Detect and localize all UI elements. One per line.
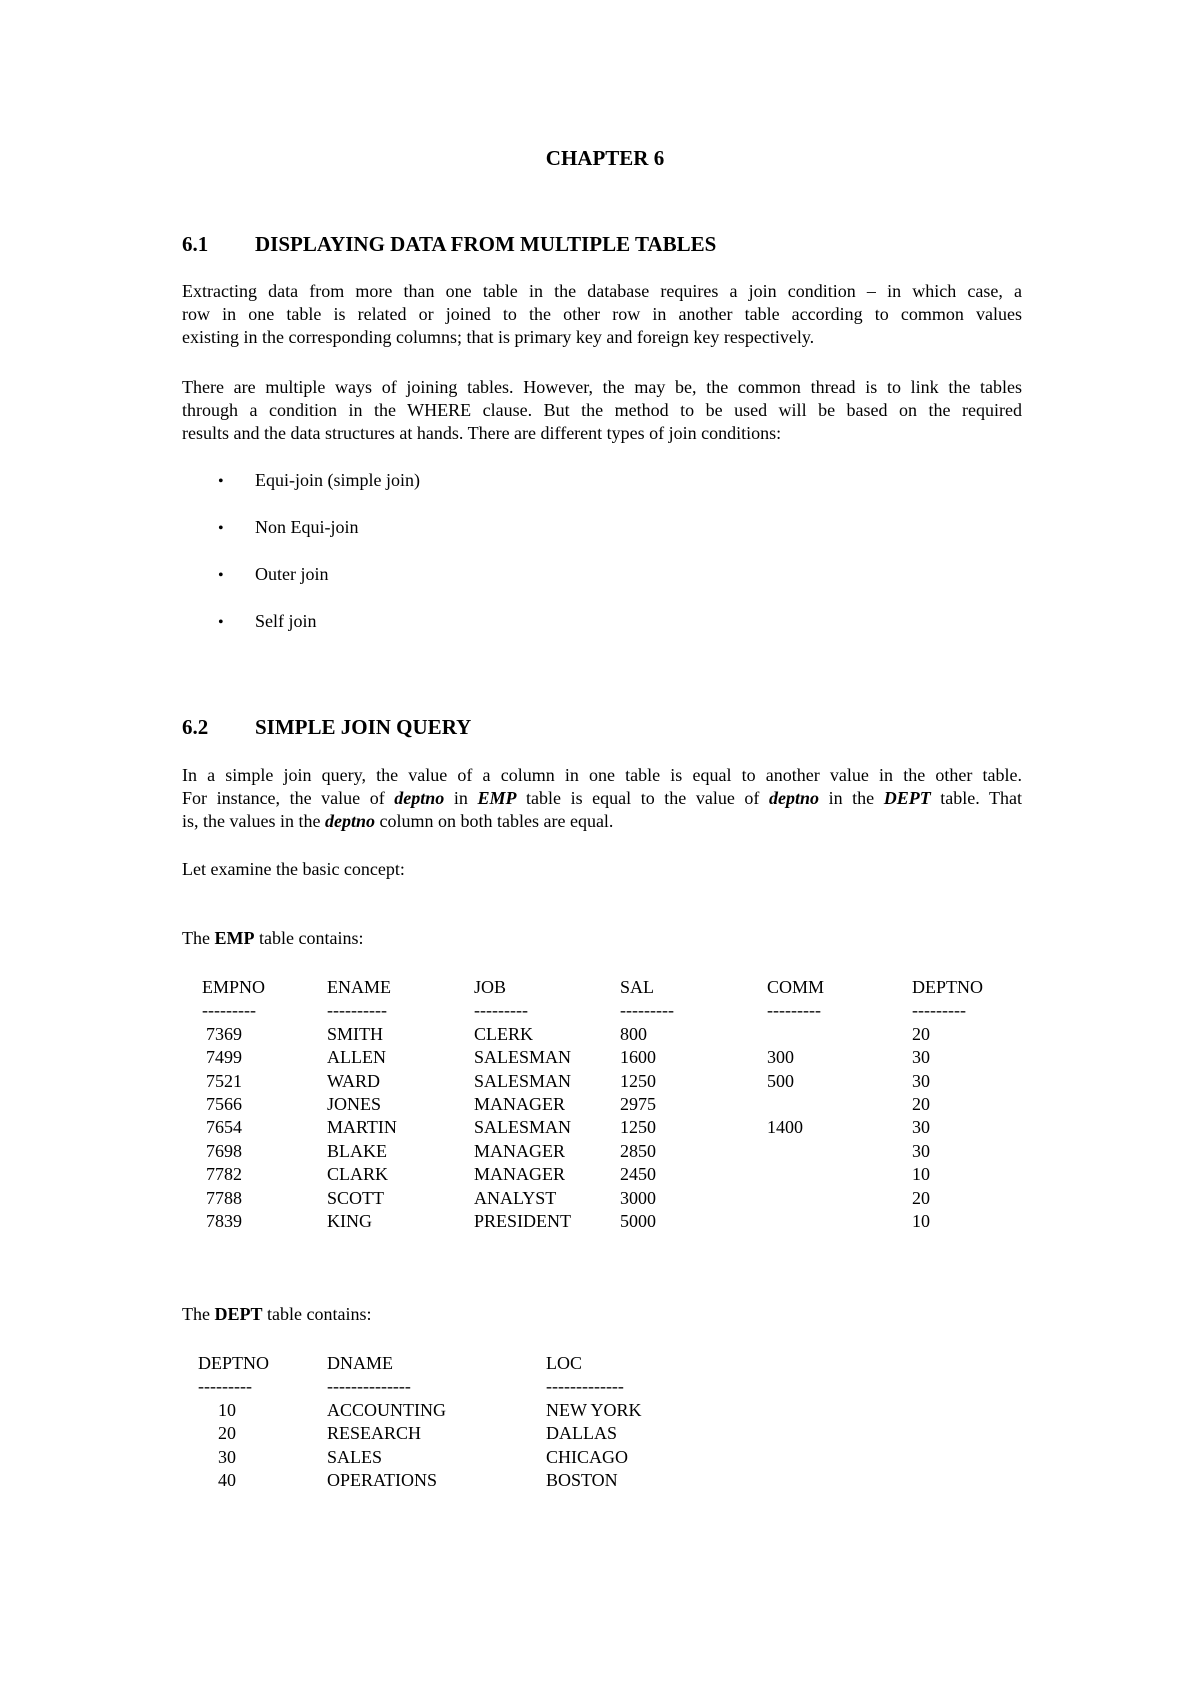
emp-cell: MANAGER [474, 1164, 566, 1185]
text-run: table contains: [254, 928, 364, 948]
emp-cell: ANALYST [474, 1187, 557, 1208]
emp-separator-cell: --------- [767, 1000, 821, 1021]
emp-cell: 30 [912, 1117, 930, 1138]
emp-header-cell: SAL [620, 977, 655, 997]
paragraph-line: through a condition in the WHERE clause. But the method to be used will be based on the required [182, 400, 1022, 420]
text-run: is, the values in the [182, 811, 325, 831]
dept-cell: 40 [218, 1469, 236, 1490]
emp-cell: 10 [912, 1164, 930, 1185]
section-6-2-paragraph-1 [182, 764, 1022, 833]
emp-cell: 1400 [767, 1117, 803, 1138]
text-run: table is equal to the value of [516, 788, 769, 808]
emp-separator-cell: ---------- [327, 1000, 387, 1021]
dept-cell: BOSTON [546, 1469, 618, 1490]
emp-cell: 1250 [620, 1070, 656, 1091]
dept-cell: CHICAGO [546, 1446, 629, 1467]
emp-cell: 20 [912, 1187, 930, 1208]
emp-cell: SALESMAN [474, 1117, 572, 1138]
emp-cell: 7782 [206, 1164, 242, 1185]
bullet-item [218, 564, 329, 585]
emp-cell [767, 1093, 824, 1116]
dept-header-cell: LOC [546, 1353, 582, 1373]
emp-cell: SCOTT [327, 1187, 385, 1208]
emp-cell: SALESMAN [474, 1070, 572, 1091]
paragraph-line: row in one table is related or joined to the other row in another table according to common values [182, 304, 1022, 324]
text-run: table. That [930, 788, 1022, 808]
emphasis-dept: DEPT [883, 788, 931, 808]
emp-header-cell: DEPTNO [912, 977, 983, 997]
dept-cell: 10 [218, 1399, 236, 1420]
emp-cell: KING [327, 1210, 372, 1231]
dept-column [198, 1352, 269, 1492]
emp-cell: 2975 [620, 1093, 656, 1114]
dept-cell: NEW YORK [546, 1399, 642, 1420]
section-title: SIMPLE JOIN QUERY [255, 715, 472, 739]
bullet-icon: • [218, 473, 224, 490]
emp-cell: 1600 [620, 1047, 656, 1068]
emp-cell: BLAKE [327, 1140, 387, 1161]
bullet-text: Equi-join (simple join) [255, 470, 420, 490]
section-number: 6.2 [182, 715, 209, 739]
emp-cell: 1250 [620, 1117, 656, 1138]
emp-column [202, 976, 265, 1233]
emp-cell: 7369 [206, 1023, 242, 1044]
text-run: The [182, 1304, 215, 1324]
dept-separator-cell: --------- [198, 1376, 252, 1397]
bullet-item [218, 517, 359, 538]
emp-cell: MANAGER [474, 1093, 566, 1114]
emp-cell: 2850 [620, 1140, 656, 1161]
emp-cell [767, 1023, 824, 1046]
emp-cell: CLARK [327, 1164, 389, 1185]
emp-cell: 5000 [620, 1210, 656, 1231]
bullet-item [218, 611, 317, 632]
paragraph-line [182, 787, 1022, 810]
emp-cell: MANAGER [474, 1140, 566, 1161]
emp-column [767, 976, 824, 1233]
emp-cell: 10 [912, 1210, 930, 1231]
dept-header-cell: DEPTNO [198, 1353, 269, 1373]
emp-cell: 20 [912, 1093, 930, 1114]
emp-cell [767, 1163, 824, 1186]
emp-table-name: EMP [214, 928, 255, 948]
emp-header-cell: EMPNO [202, 977, 266, 997]
emp-cell: MARTIN [327, 1117, 397, 1138]
emphasis-deptno: deptno [768, 788, 819, 808]
emp-header-cell: ENAME [327, 977, 391, 997]
chapter-title: CHAPTER 6 [545, 146, 665, 170]
section-6-1-paragraph-1 [182, 280, 1022, 349]
emp-cell: 7839 [206, 1210, 242, 1231]
dept-separator-cell: -------------- [327, 1376, 411, 1397]
dept-cell: OPERATIONS [327, 1469, 438, 1490]
section-number: 6.1 [182, 232, 209, 256]
emp-cell: 7654 [206, 1117, 242, 1138]
bullet-text: Self join [255, 611, 317, 631]
dept-column [546, 1352, 642, 1492]
bullet-icon: • [218, 614, 224, 631]
emp-cell [767, 1140, 824, 1163]
bullet-text: Outer join [255, 564, 329, 584]
emp-cell [767, 1210, 824, 1233]
text-run: column on both tables are equal. [375, 811, 614, 831]
emp-cell: 7521 [206, 1070, 242, 1091]
dept-cell: 30 [218, 1446, 236, 1467]
emp-cell: PRESIDENT [474, 1210, 572, 1231]
emp-cell: 500 [767, 1070, 794, 1091]
emp-column [620, 976, 674, 1233]
emp-column [474, 976, 571, 1233]
emp-cell: 30 [912, 1140, 930, 1161]
dept-table-label [182, 1304, 371, 1325]
bullet-item [218, 470, 420, 491]
emp-cell: 2450 [620, 1164, 656, 1185]
emp-separator-cell: --------- [474, 1000, 528, 1021]
emp-cell: CLERK [474, 1023, 534, 1044]
bullet-icon: • [218, 520, 224, 537]
emp-cell: 7698 [206, 1140, 242, 1161]
section-6-1-heading [182, 232, 716, 257]
emp-cell: ALLEN [327, 1047, 386, 1068]
section-6-2-paragraph-2: Let examine the basic concept: [182, 859, 405, 879]
bullet-icon: • [218, 567, 224, 584]
paragraph-line: Extracting data from more than one table in the database requires a join condition – in which case, a [182, 281, 1022, 301]
emp-cell: 30 [912, 1047, 930, 1068]
emp-cell: WARD [327, 1070, 380, 1091]
emp-cell: 300 [767, 1047, 794, 1068]
emp-separator-cell: --------- [912, 1000, 966, 1021]
emp-cell: 20 [912, 1023, 930, 1044]
text-run: in [444, 788, 478, 808]
dept-cell: RESEARCH [327, 1423, 422, 1444]
section-6-1-paragraph-2 [182, 376, 1022, 445]
emp-column [327, 976, 397, 1233]
text-run: For instance, the value of [182, 788, 395, 808]
section-title: DISPLAYING DATA FROM MULTIPLE TABLES [255, 232, 717, 256]
emp-cell [767, 1187, 824, 1210]
emp-cell: 30 [912, 1070, 930, 1091]
emp-table-label [182, 928, 363, 949]
dept-cell: DALLAS [546, 1423, 617, 1444]
emp-cell: JONES [327, 1093, 382, 1114]
emp-cell: SALESMAN [474, 1047, 572, 1068]
emp-separator-cell: --------- [620, 1000, 674, 1021]
emp-column [912, 976, 983, 1233]
dept-cell: 20 [218, 1423, 236, 1444]
emp-header-cell: JOB [474, 977, 507, 997]
text-run: in the [819, 788, 884, 808]
dept-header-cell: DNAME [327, 1353, 393, 1373]
emp-table [0, 976, 1200, 1236]
dept-table [0, 1352, 1200, 1512]
text-run: table contains: [262, 1304, 372, 1324]
section-6-2-heading [182, 715, 471, 740]
paragraph-line: There are multiple ways of joining tables. However, the may be, the common thread is to link the tables [182, 377, 1022, 397]
emp-cell: 7788 [206, 1187, 242, 1208]
emp-cell: 800 [620, 1023, 647, 1044]
emphasis-deptno: deptno [394, 788, 445, 808]
paragraph-line: existing in the corresponding columns; that is primary key and foreign key respectively. [182, 327, 815, 347]
paragraph-line: In a simple join query, the value of a column in one table is equal to another value in the other table. [182, 765, 1022, 785]
emp-cell: SMITH [327, 1023, 384, 1044]
emp-cell: 7499 [206, 1047, 242, 1068]
dept-cell: ACCOUNTING [327, 1399, 446, 1420]
emp-cell: 7566 [206, 1093, 242, 1114]
emphasis-deptno: deptno [324, 811, 375, 831]
dept-separator-cell: ------------- [546, 1376, 624, 1397]
emphasis-emp: EMP [477, 788, 517, 808]
paragraph-line [182, 810, 1022, 833]
emp-header-cell: COMM [767, 977, 825, 997]
dept-table-name: DEPT [214, 1304, 263, 1324]
paragraph-line: results and the data structures at hands. There are different types of join conditions: [182, 423, 782, 443]
emp-cell: 3000 [620, 1187, 656, 1208]
emp-separator-cell: --------- [202, 1000, 256, 1021]
dept-cell: SALES [327, 1446, 383, 1467]
bullet-text: Non Equi-join [255, 517, 359, 537]
dept-column [327, 1352, 446, 1492]
text-run: The [182, 928, 215, 948]
